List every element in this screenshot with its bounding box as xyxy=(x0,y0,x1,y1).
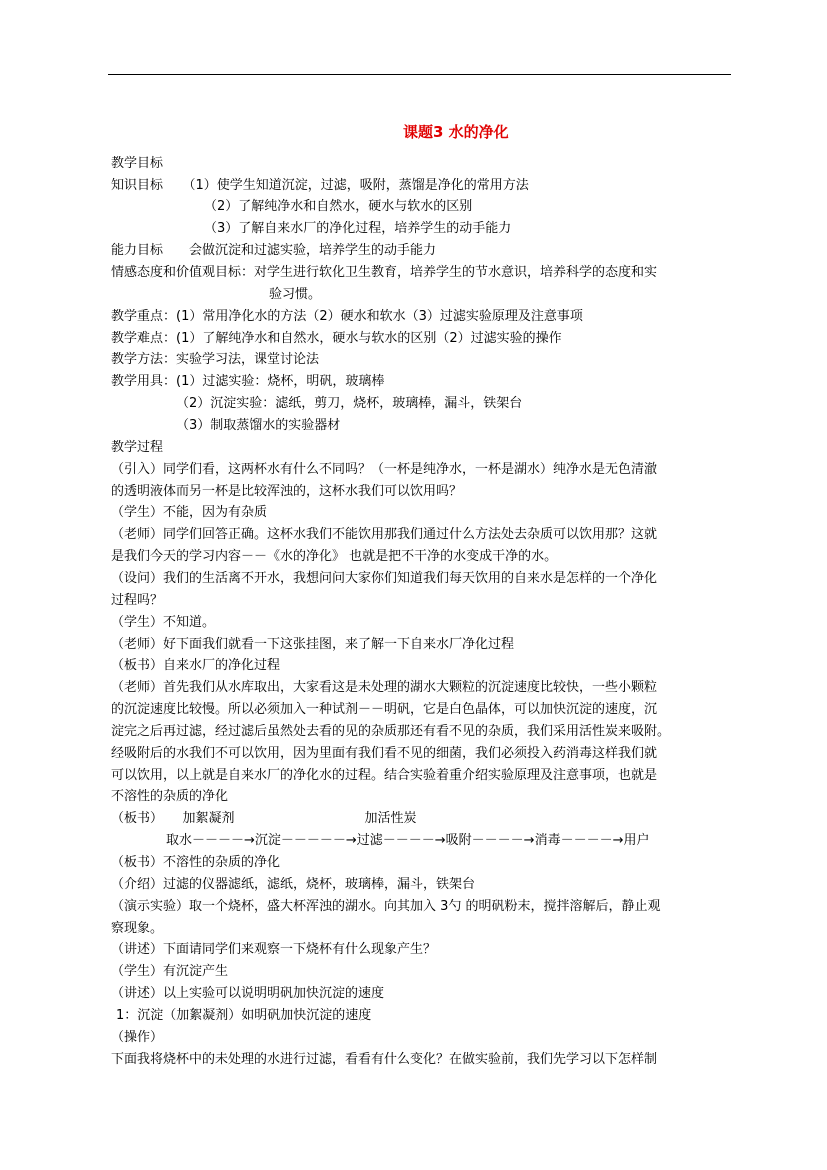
text-line: （老师）同学们回答正确。这杯水我们不能饮用那我们通过什么方法处去杂质可以饮用那？这就 xyxy=(111,527,658,542)
text-line: （学生）不知道。 xyxy=(111,615,216,630)
text-line: （设问）我们的生活离不开水，我想问问大家你们知道我们每天饮用的自来水是怎样的一个净化 xyxy=(111,571,658,586)
text-line: （介绍）过滤的仪器滤纸，滤纸，烧杯，玻璃棒，漏斗，铁架台 xyxy=(111,877,476,892)
text-line: 不溶性的杂质的净化 xyxy=(111,789,229,804)
text-line: 教学过程 xyxy=(111,440,164,455)
text-line: 教学目标 xyxy=(111,156,164,171)
text-line: 知识目标 （1）使学生知道沉淀，过滤，吸附，蒸馏是净化的常用方法 xyxy=(111,178,529,193)
text-line: 可以饮用，以上就是自来水厂的净化水的过程。结合实验着重介绍实验原理及注意事项，也就是 xyxy=(111,768,658,783)
text-line: 1：沉淀（加絮凝剂）如明矾加快沉淀的速度 xyxy=(116,1008,372,1023)
text-line: （学生）不能，因为有杂质 xyxy=(111,505,268,520)
text-line: 教学方法：实验学习法，课堂讨论法 xyxy=(111,352,320,367)
text-line: 情感态度和价值观目标：对学生进行软化卫生教育，培养学生的节水意识，培养科学的态度和实 xyxy=(111,265,658,280)
text-line: （板书）不溶性的杂质的净化 xyxy=(111,855,281,870)
text-line: （引入）同学们看，这两杯水有什么不同吗？（一杯是纯净水，一杯是湖水）纯净水是无色清澈 xyxy=(111,462,658,477)
text-line: （2）了解纯净水和自然水，硬水与软水的区别 xyxy=(204,199,473,214)
text-line: 教学难点：(1）了解纯净水和自然水，硬水与软水的区别（2）过滤实验的操作 xyxy=(111,331,562,346)
page-title: 课题3 水的净化 xyxy=(403,123,509,141)
text-line: （讲述）以上实验可以说明明矾加快沉淀的速度 xyxy=(111,986,385,1001)
text-line: 下面我将烧杯中的未处理的水进行过滤，看看有什么变化？在做实验前，我们先学习以下怎样制 xyxy=(111,1052,658,1067)
text-line: （2）沉淀实验：滤纸，剪刀，烧杯，玻璃棒，漏斗，铁架台 xyxy=(176,396,523,411)
text-line: （操作） xyxy=(111,1030,164,1045)
text-line: 教学重点：(1）常用净化水的方法（2）硬水和软水（3）过滤实验原理及注意事项 xyxy=(111,309,583,324)
header-rule xyxy=(108,74,731,75)
text-line: （演示实验）取一个烧杯，盛大杯浑浊的湖水。向其加入 3勺 的明矾粉末，搅拌溶解后，静止观 xyxy=(111,899,661,914)
text-line: （3）制取蒸馏水的实验器材 xyxy=(176,418,341,433)
text-line: 是我们今天的学习内容－－《水的净化》 也就是把不干净的水变成干净的水。 xyxy=(111,549,558,564)
text-line: （老师）好下面我们就看一下这张挂图，来了解一下自来水厂净化过程 xyxy=(111,637,515,652)
text-line: 过程吗？ xyxy=(111,593,164,608)
text-line: 经吸附后的水我们不可以饮用，因为里面有我们看不见的细菌，我们必须投入药消毒这样我们就 xyxy=(111,746,658,761)
text-line: 能力目标 会做沉淀和过滤实验，培养学生的动手能力 xyxy=(111,243,437,258)
text-line: 察现象。 xyxy=(111,921,164,936)
text-line: 淀完之后再过滤，经过滤后虽然处去看的见的杂质那还有看不见的杂质，我们采用活性炭来吸附。 xyxy=(111,724,671,739)
text-line: （学生）有沉淀产生 xyxy=(111,964,229,979)
text-line: 取水－－－－→沉淀－－－－－→过滤－－－－→吸附－－－－→消毒－－－－→用户 xyxy=(166,833,650,848)
text-line: 验习惯。 xyxy=(269,287,322,302)
text-line: （3）了解自来水厂的净化过程，培养学生的动手能力 xyxy=(204,221,512,236)
text-line: （讲述）下面请同学们来观察一下烧杯有什么现象产生？ xyxy=(111,942,437,957)
text-line: （老师）首先我们从水库取出，大家看这是未处理的湖水大颗粒的沉淀速度比较快，一些小颗粒 xyxy=(111,680,658,695)
text-line: （板书） 加絮凝剂 加活性炭 xyxy=(111,811,417,826)
text-line: 的透明液体而另一杯是比较浑浊的，这杯水我们可以饮用吗？ xyxy=(111,484,463,499)
text-line: 的沉淀速度比较慢。所以必须加入一种试剂－－明矾，它是白色晶体，可以加快沉淀的速度，沉 xyxy=(111,702,658,717)
text-line: 教学用具：(1）过滤实验：烧杯，明矾，玻璃棒 xyxy=(111,374,385,389)
text-line: （板书）自来水厂的净化过程 xyxy=(111,658,281,673)
